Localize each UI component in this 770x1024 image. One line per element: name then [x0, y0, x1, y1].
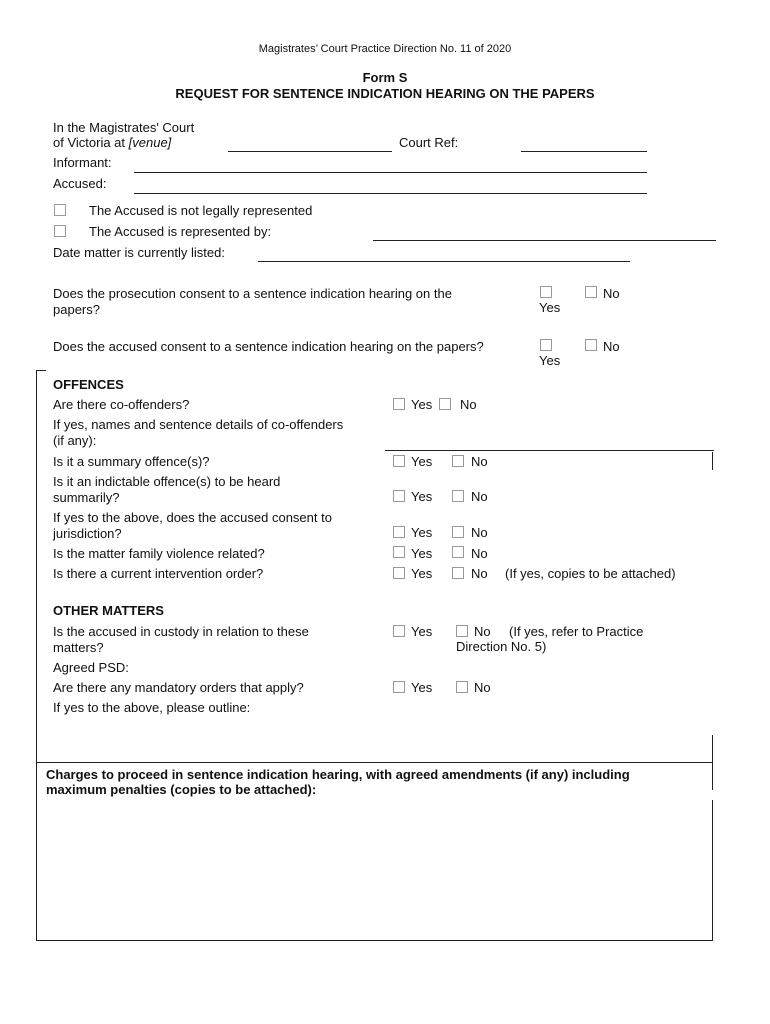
- indictable-q2: summarily?: [53, 490, 120, 505]
- psd-label: Agreed PSD:: [53, 660, 129, 675]
- family-violence-yes-checkbox[interactable]: [393, 546, 405, 558]
- custody-yes-label: Yes: [411, 624, 433, 639]
- charges-divider: [36, 762, 713, 763]
- court-line-2: [53, 135, 171, 150]
- not-represented-checkbox[interactable]: [54, 204, 66, 216]
- accused-no-checkbox[interactable]: [585, 339, 597, 351]
- intervention-note: (If yes, copies to be attached): [505, 566, 676, 581]
- mandatory-yes-label: Yes: [411, 680, 433, 695]
- family-violence-no-label: No: [471, 546, 488, 561]
- represented-by-label: The Accused is represented by:: [89, 224, 272, 239]
- intervention-yes-label: Yes: [411, 566, 433, 581]
- mandatory-yes-checkbox[interactable]: [393, 681, 405, 693]
- jurisdiction-yes-checkbox[interactable]: [393, 526, 405, 538]
- venue-field[interactable]: [228, 151, 392, 152]
- summary-no-checkbox[interactable]: [452, 455, 464, 467]
- mandatory-orders-q: Are there any mandatory orders that apply?: [53, 680, 304, 695]
- box-top-tick: [36, 370, 46, 371]
- co-offenders-yes-checkbox[interactable]: [393, 398, 405, 410]
- jurisdiction-yes-label: Yes: [411, 525, 433, 540]
- charges-heading-2: maximum penalties (copies to be attached):: [46, 782, 317, 797]
- charges-heading-1: Charges to proceed in sentence indication hearing, with agreed amendments (if any) including: [46, 767, 630, 782]
- accused-field[interactable]: [134, 193, 647, 194]
- co-offenders-yes-label: Yes: [411, 397, 433, 412]
- prosecution-consent-q1: Does the prosecution consent to a sentence indication hearing on the: [53, 286, 452, 301]
- other-matters-heading: OTHER MATTERS: [53, 603, 164, 618]
- family-violence-yes-label: Yes: [411, 546, 433, 561]
- intervention-q: Is there a current intervention order?: [53, 566, 264, 581]
- prosecution-yes-label: Yes: [539, 300, 561, 315]
- summary-q: Is it a summary offence(s)?: [53, 454, 210, 469]
- family-violence-q: Is the matter family violence related?: [53, 546, 265, 561]
- box-right-border-lower: [712, 800, 713, 941]
- indictable-yes-label: Yes: [411, 489, 433, 504]
- summary-yes-checkbox[interactable]: [393, 455, 405, 467]
- accused-no-label: No: [603, 339, 620, 354]
- prosecution-consent-q2: papers?: [53, 302, 100, 317]
- accused-consent-q: Does the accused consent to a sentence indication hearing on the papers?: [53, 339, 484, 354]
- not-represented-label: The Accused is not legally represented: [89, 203, 313, 218]
- indictable-q1: Is it an indictable offence(s) to be heard: [53, 474, 281, 489]
- prosecution-no-checkbox[interactable]: [585, 286, 597, 298]
- prosecution-yes-checkbox[interactable]: [540, 286, 552, 298]
- practice-direction: Magistrates’ Court Practice Direction No. 11 of 2020: [258, 43, 512, 55]
- custody-no-checkbox[interactable]: [456, 625, 468, 637]
- page-title: REQUEST FOR SENTENCE INDICATION HEARING ON THE PAPERS: [175, 86, 595, 101]
- court-ref-label: Court Ref:: [399, 135, 459, 150]
- date-listed-label: Date matter is currently listed:: [53, 245, 225, 260]
- co-offenders-q: Are there co-offenders?: [53, 397, 190, 412]
- custody-note-1: (If yes, refer to Practice: [509, 624, 644, 639]
- outline-label: If yes to the above, please outline:: [53, 700, 251, 715]
- summary-yes-label: Yes: [411, 454, 433, 469]
- informant-field[interactable]: [134, 172, 647, 173]
- represented-by-field[interactable]: [373, 240, 716, 241]
- offences-heading: OFFENCES: [53, 377, 124, 392]
- jurisdiction-no-checkbox[interactable]: [452, 526, 464, 538]
- mandatory-no-label: No: [474, 680, 491, 695]
- family-violence-no-checkbox[interactable]: [452, 546, 464, 558]
- box-bottom-border: [36, 940, 713, 941]
- co-offenders-no-checkbox[interactable]: [439, 398, 451, 410]
- form-label: Form S: [362, 70, 408, 85]
- informant-label: Informant:: [53, 155, 112, 170]
- charges-text-area[interactable]: [46, 802, 706, 934]
- custody-note-2: Direction No. 5): [456, 639, 547, 654]
- mandatory-no-checkbox[interactable]: [456, 681, 468, 693]
- represented-checkbox[interactable]: [54, 225, 66, 237]
- custody-no-label: No: [474, 624, 491, 639]
- accused-yes-checkbox[interactable]: [540, 339, 552, 351]
- co-offender-names-q2: (if any):: [53, 433, 97, 448]
- date-listed-field[interactable]: [258, 261, 630, 262]
- court-line-1: In the Magistrates' Court: [53, 120, 195, 135]
- custody-q1: Is the accused in custody in relation to these: [53, 624, 309, 639]
- indictable-no-checkbox[interactable]: [452, 490, 464, 502]
- jurisdiction-q2: jurisdiction?: [53, 526, 122, 541]
- court-line-2-prefix: of Victoria at: [53, 135, 129, 150]
- accused-label: Accused:: [53, 176, 107, 191]
- prosecution-no-label: No: [603, 286, 620, 301]
- co-offender-names-q1: If yes, names and sentence details of co-offenders: [53, 417, 344, 432]
- co-offender-names-field[interactable]: [385, 450, 714, 451]
- intervention-yes-checkbox[interactable]: [393, 567, 405, 579]
- venue-placeholder: [venue]: [128, 135, 172, 150]
- box-left-border: [36, 370, 37, 941]
- intervention-no-label: No: [471, 566, 488, 581]
- accused-yes-label: Yes: [539, 353, 561, 368]
- box-right-tick: [712, 452, 713, 470]
- jurisdiction-q1: If yes to the above, does the accused consent to: [53, 510, 332, 525]
- intervention-no-checkbox[interactable]: [452, 567, 464, 579]
- indictable-no-label: No: [471, 489, 488, 504]
- jurisdiction-no-label: No: [471, 525, 488, 540]
- custody-q2: matters?: [53, 640, 104, 655]
- co-offenders-no-label: No: [460, 397, 477, 412]
- summary-no-label: No: [471, 454, 488, 469]
- custody-yes-checkbox[interactable]: [393, 625, 405, 637]
- box-right-border: [712, 735, 713, 790]
- indictable-yes-checkbox[interactable]: [393, 490, 405, 502]
- court-ref-field[interactable]: [521, 151, 647, 152]
